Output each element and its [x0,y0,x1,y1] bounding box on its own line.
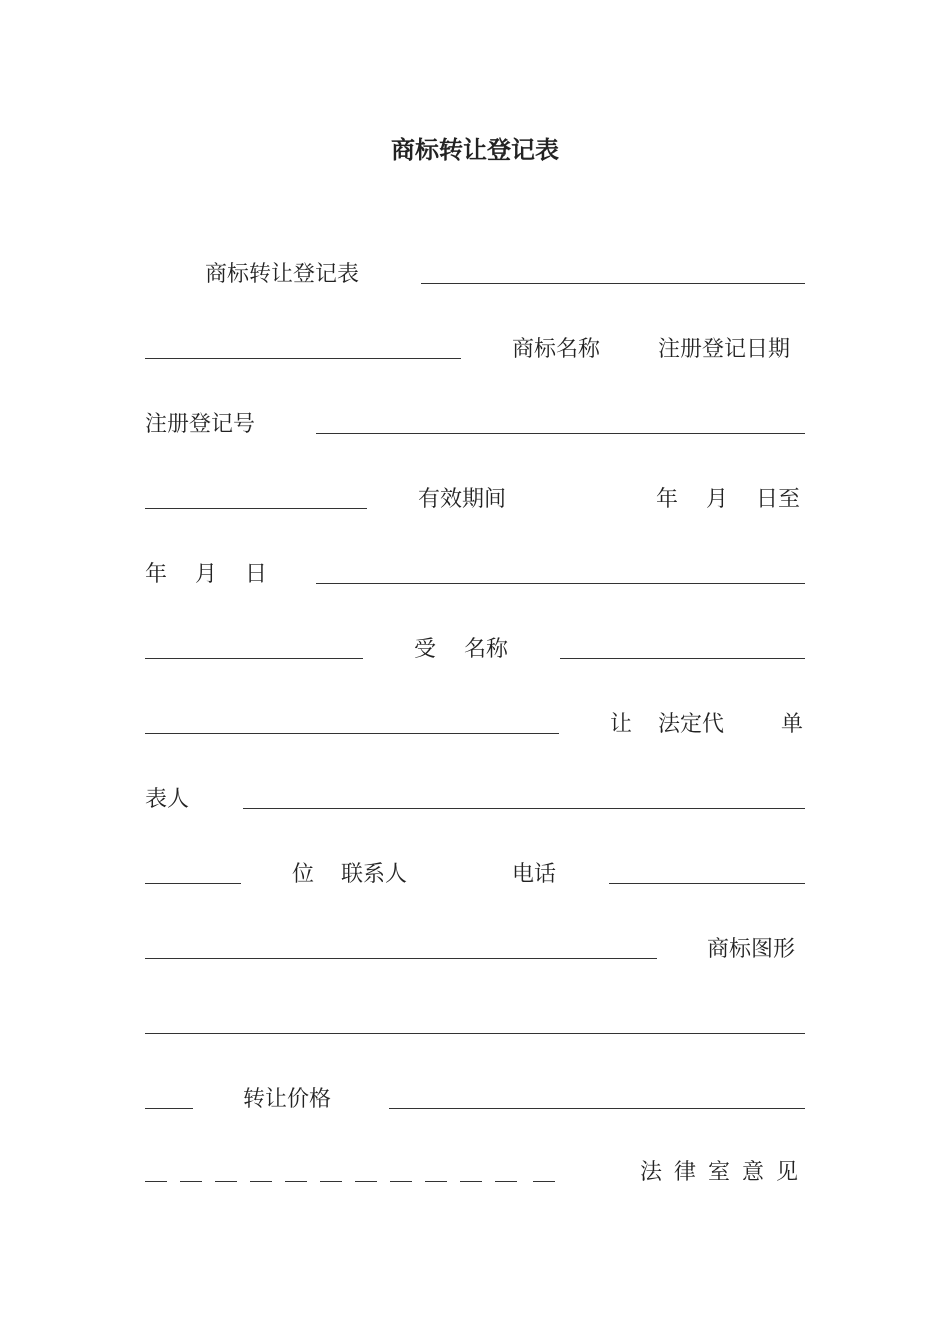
transfer-price-label: 转让价格 [243,1087,332,1112]
transferee-name-blank[interactable] [560,658,805,659]
form-name-blank[interactable] [421,283,805,284]
legal-rep-blank[interactable] [243,808,805,809]
transferee-name-blank-cont[interactable] [145,733,559,734]
dash-segment[interactable] [320,1181,342,1182]
trademark-image-label: 商标图形 [707,937,796,962]
month-label-2: 月 [195,562,218,587]
form-row-4 [145,485,805,515]
form-name-blank-cont[interactable] [145,358,461,359]
registration-date-label: 注册登记日期 [658,337,791,362]
dash-segment[interactable] [250,1181,272,1182]
month-label-1: 月 [706,487,729,512]
form-row-2 [145,335,805,365]
day-to-label: 日至 [756,487,801,512]
transferee-rang-label: 让 [610,712,633,737]
form-row-10 [145,935,805,965]
form-row-12 [145,1085,805,1115]
dash-segment[interactable] [145,1181,167,1182]
valid-period-blank[interactable] [316,583,805,584]
dash-segment[interactable] [495,1181,517,1182]
phone-blank[interactable] [609,883,805,884]
dash-segment[interactable] [460,1181,482,1182]
registration-number-label: 注册登记号 [145,412,256,437]
year-label-1: 年 [656,487,679,512]
form-row-3 [145,410,805,440]
registration-number-blank[interactable] [316,433,805,434]
trademark-image-blank[interactable] [145,1033,805,1034]
phone-label: 电话 [512,862,557,887]
dash-segment[interactable] [533,1181,555,1182]
trademark-name-label: 商标名称 [512,337,601,362]
legal-rep-label: 法定代 [658,712,725,737]
legal-dept-opinion-label: 法律室意见 [640,1160,811,1185]
form-row-5 [145,560,805,590]
contact-person-label: 联系人 [341,862,408,887]
transferee-name-label: 名称 [464,637,509,662]
form-name-label: 商标转让登记表 [205,262,360,287]
valid-period-label: 有效期间 [418,487,507,512]
form-row-6 [145,635,805,665]
dash-segment[interactable] [355,1181,377,1182]
registration-number-blank-cont[interactable] [145,508,367,509]
form-row-7 [145,710,805,740]
dash-segment[interactable] [285,1181,307,1182]
form-row-1 [145,260,805,290]
form-row-9 [145,860,805,890]
dash-segment[interactable] [425,1181,447,1182]
dash-segment[interactable] [215,1181,237,1182]
dash-segment[interactable] [390,1181,412,1182]
page-title: 商标转让登记表 [391,135,559,164]
form-row-11 [145,1010,805,1040]
phone-blank-cont[interactable] [145,958,657,959]
legal-rep-cont-label: 表人 [145,787,190,812]
legal-rep-blank-cont[interactable] [145,883,241,884]
unit-dan-label: 单 [781,712,804,737]
form-row-13 [145,1158,811,1188]
year-label-2: 年 [145,562,168,587]
dash-segment[interactable] [180,1181,202,1182]
transferee-shou-label: 受 [414,637,437,662]
transfer-price-blank[interactable] [389,1108,805,1109]
unit-wei-label: 位 [292,862,315,887]
trademark-image-blank-cont[interactable] [145,1108,193,1109]
transferee-blank-1[interactable] [145,658,363,659]
day-label-2: 日 [245,562,268,587]
form-row-8 [145,785,805,815]
